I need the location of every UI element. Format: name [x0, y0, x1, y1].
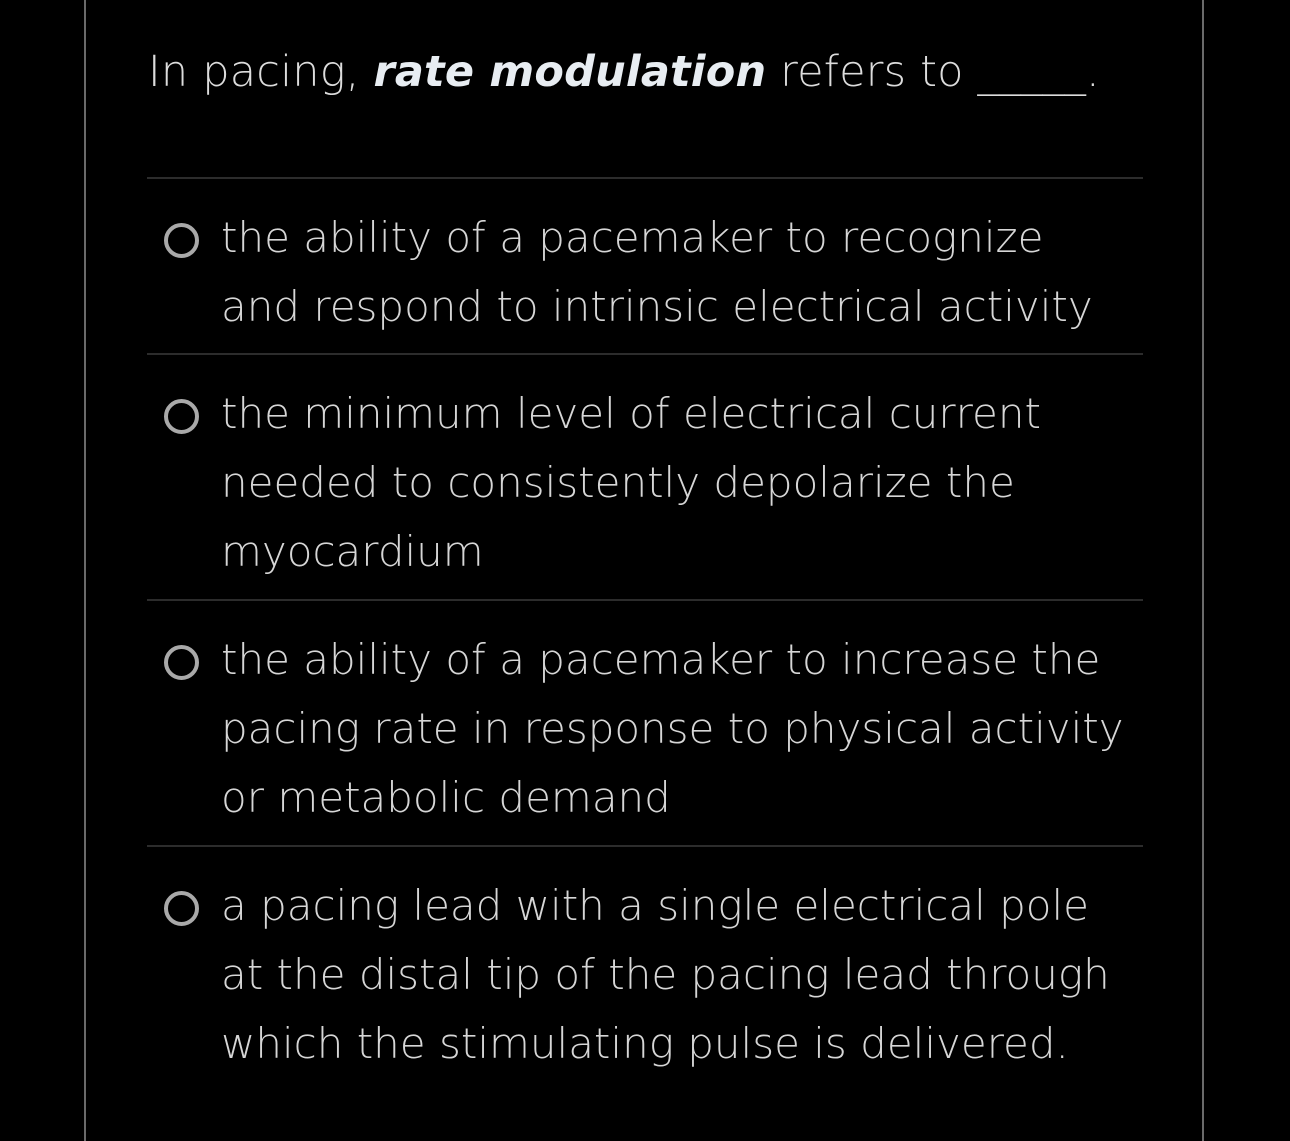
question-suffix: refers to _____.	[766, 47, 1100, 97]
question-term: rate modulation	[373, 47, 767, 97]
answer-option-label: the ability of a pacemaker to increase the pacing rate in response to physical activity or metabolic demand	[221, 635, 1124, 822]
answer-option-2[interactable]	[147, 355, 1143, 599]
answer-option-4[interactable]	[147, 847, 1143, 1091]
radio-button-icon[interactable]	[164, 223, 199, 258]
question-prefix: In pacing,	[148, 47, 374, 97]
answer-option-label: the ability of a pacemaker to recognize and respond to intrinsic electrical activity	[221, 213, 1093, 331]
answer-option-1[interactable]	[147, 179, 1143, 353]
radio-button-icon[interactable]	[164, 399, 199, 434]
question-text	[148, 44, 1148, 100]
radio-button-icon[interactable]	[164, 891, 199, 926]
answer-option-label: a pacing lead with a single electrical pole at the distal tip of the pacing lead through which the stimulating pulse is delivered.	[221, 881, 1110, 1068]
radio-button-icon[interactable]	[164, 645, 199, 680]
answer-option-3[interactable]	[147, 601, 1143, 845]
answer-option-label: the minimum level of electrical current needed to consistently depolarize the myocardium	[221, 389, 1041, 576]
answer-options	[147, 177, 1143, 1091]
